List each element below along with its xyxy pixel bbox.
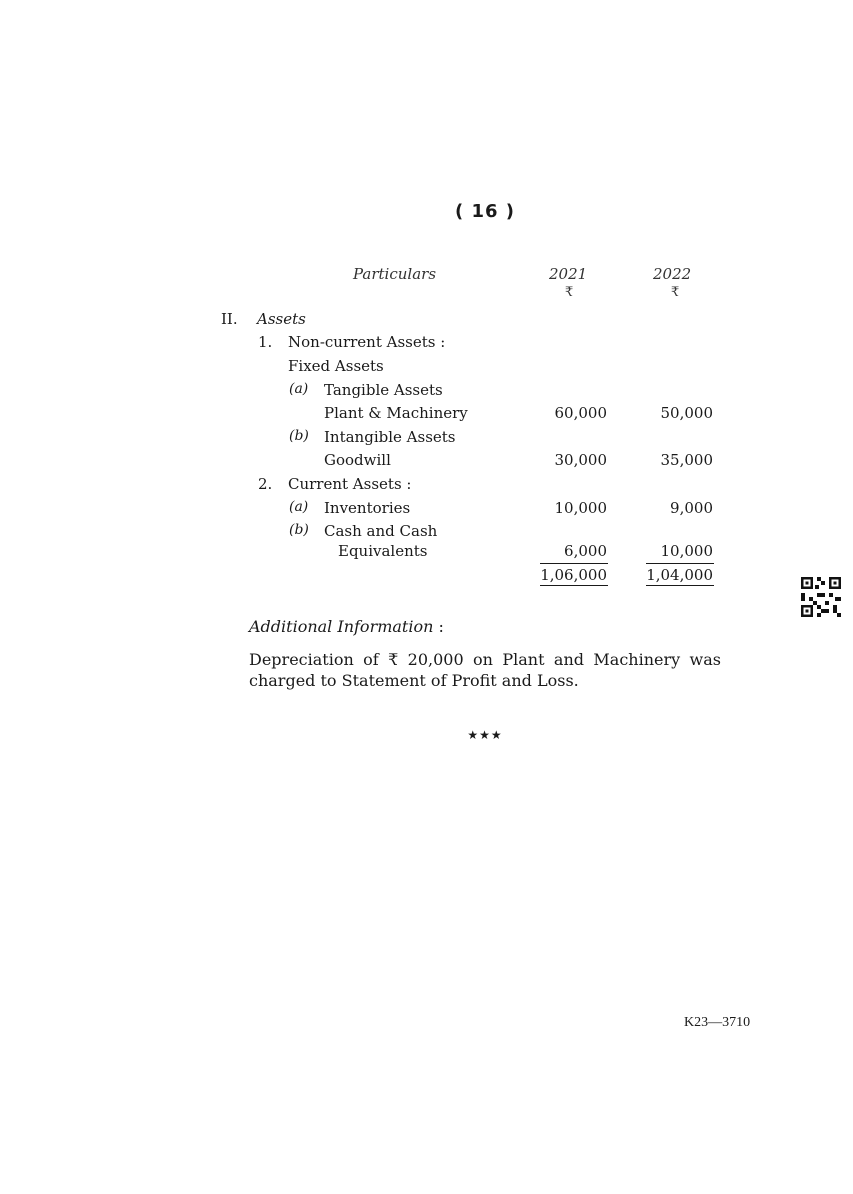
subtotal-rule-2022 <box>646 563 714 564</box>
rupee-symbol-2021: ₹ <box>565 285 574 300</box>
additional-info-colon: : <box>438 617 444 636</box>
tangible-label: Tangible Assets <box>324 381 443 399</box>
cash-2021: 6,000 <box>564 542 607 560</box>
total-rule-2021 <box>540 585 608 586</box>
group2-number: 2. <box>258 475 273 493</box>
tangible-letter: (a) <box>289 381 309 397</box>
inventories-2022: 9,000 <box>670 499 713 517</box>
particulars-header: Particulars <box>353 265 437 283</box>
additional-info-title: Additional Information <box>249 617 434 636</box>
year-2021-header: 2021 <box>549 265 588 283</box>
rupee-symbol-2022: ₹ <box>671 285 680 300</box>
end-of-paper-mark: ★★★ <box>467 728 503 742</box>
inventories-2021: 10,000 <box>554 499 607 517</box>
inventories-label: Inventories <box>324 499 411 517</box>
plant-machinery-label: Plant & Machinery <box>324 404 468 422</box>
qr-code-icon <box>801 577 841 617</box>
cash-label-line1: Cash and Cash <box>324 522 438 540</box>
inventories-letter: (a) <box>289 499 309 515</box>
intangible-letter: (b) <box>289 428 309 444</box>
cash-label-line2: Equivalents <box>338 542 428 560</box>
total-2021: 1,06,000 <box>540 566 607 584</box>
intangible-label: Intangible Assets <box>324 428 456 446</box>
goodwill-2022: 35,000 <box>660 451 713 469</box>
cash-2022: 10,000 <box>660 542 713 560</box>
cash-letter: (b) <box>289 522 309 538</box>
group2-label: Current Assets : <box>288 475 412 493</box>
additional-info-heading <box>249 617 444 636</box>
section-label: Assets <box>257 310 306 328</box>
additional-info-text: Depreciation of ₹ 20,000 on Plant and Machinery was charged to Statement of Profit and Loss. <box>249 650 721 690</box>
page-number: ( 16 ) <box>454 201 516 222</box>
goodwill-2021: 30,000 <box>554 451 607 469</box>
paper-code: K23—3710 <box>684 1015 751 1030</box>
group1-number: 1. <box>258 333 273 351</box>
goodwill-label: Goodwill <box>324 451 391 469</box>
total-rule-2022 <box>646 585 714 586</box>
year-2022-header: 2022 <box>653 265 692 283</box>
total-2022: 1,04,000 <box>646 566 713 584</box>
section-numeral: II. <box>221 310 238 328</box>
fixed-assets-label: Fixed Assets <box>288 357 384 375</box>
group1-label: Non-current Assets : <box>288 333 446 351</box>
subtotal-rule-2021 <box>540 563 608 564</box>
plant-machinery-2022: 50,000 <box>660 404 713 422</box>
plant-machinery-2021: 60,000 <box>554 404 607 422</box>
